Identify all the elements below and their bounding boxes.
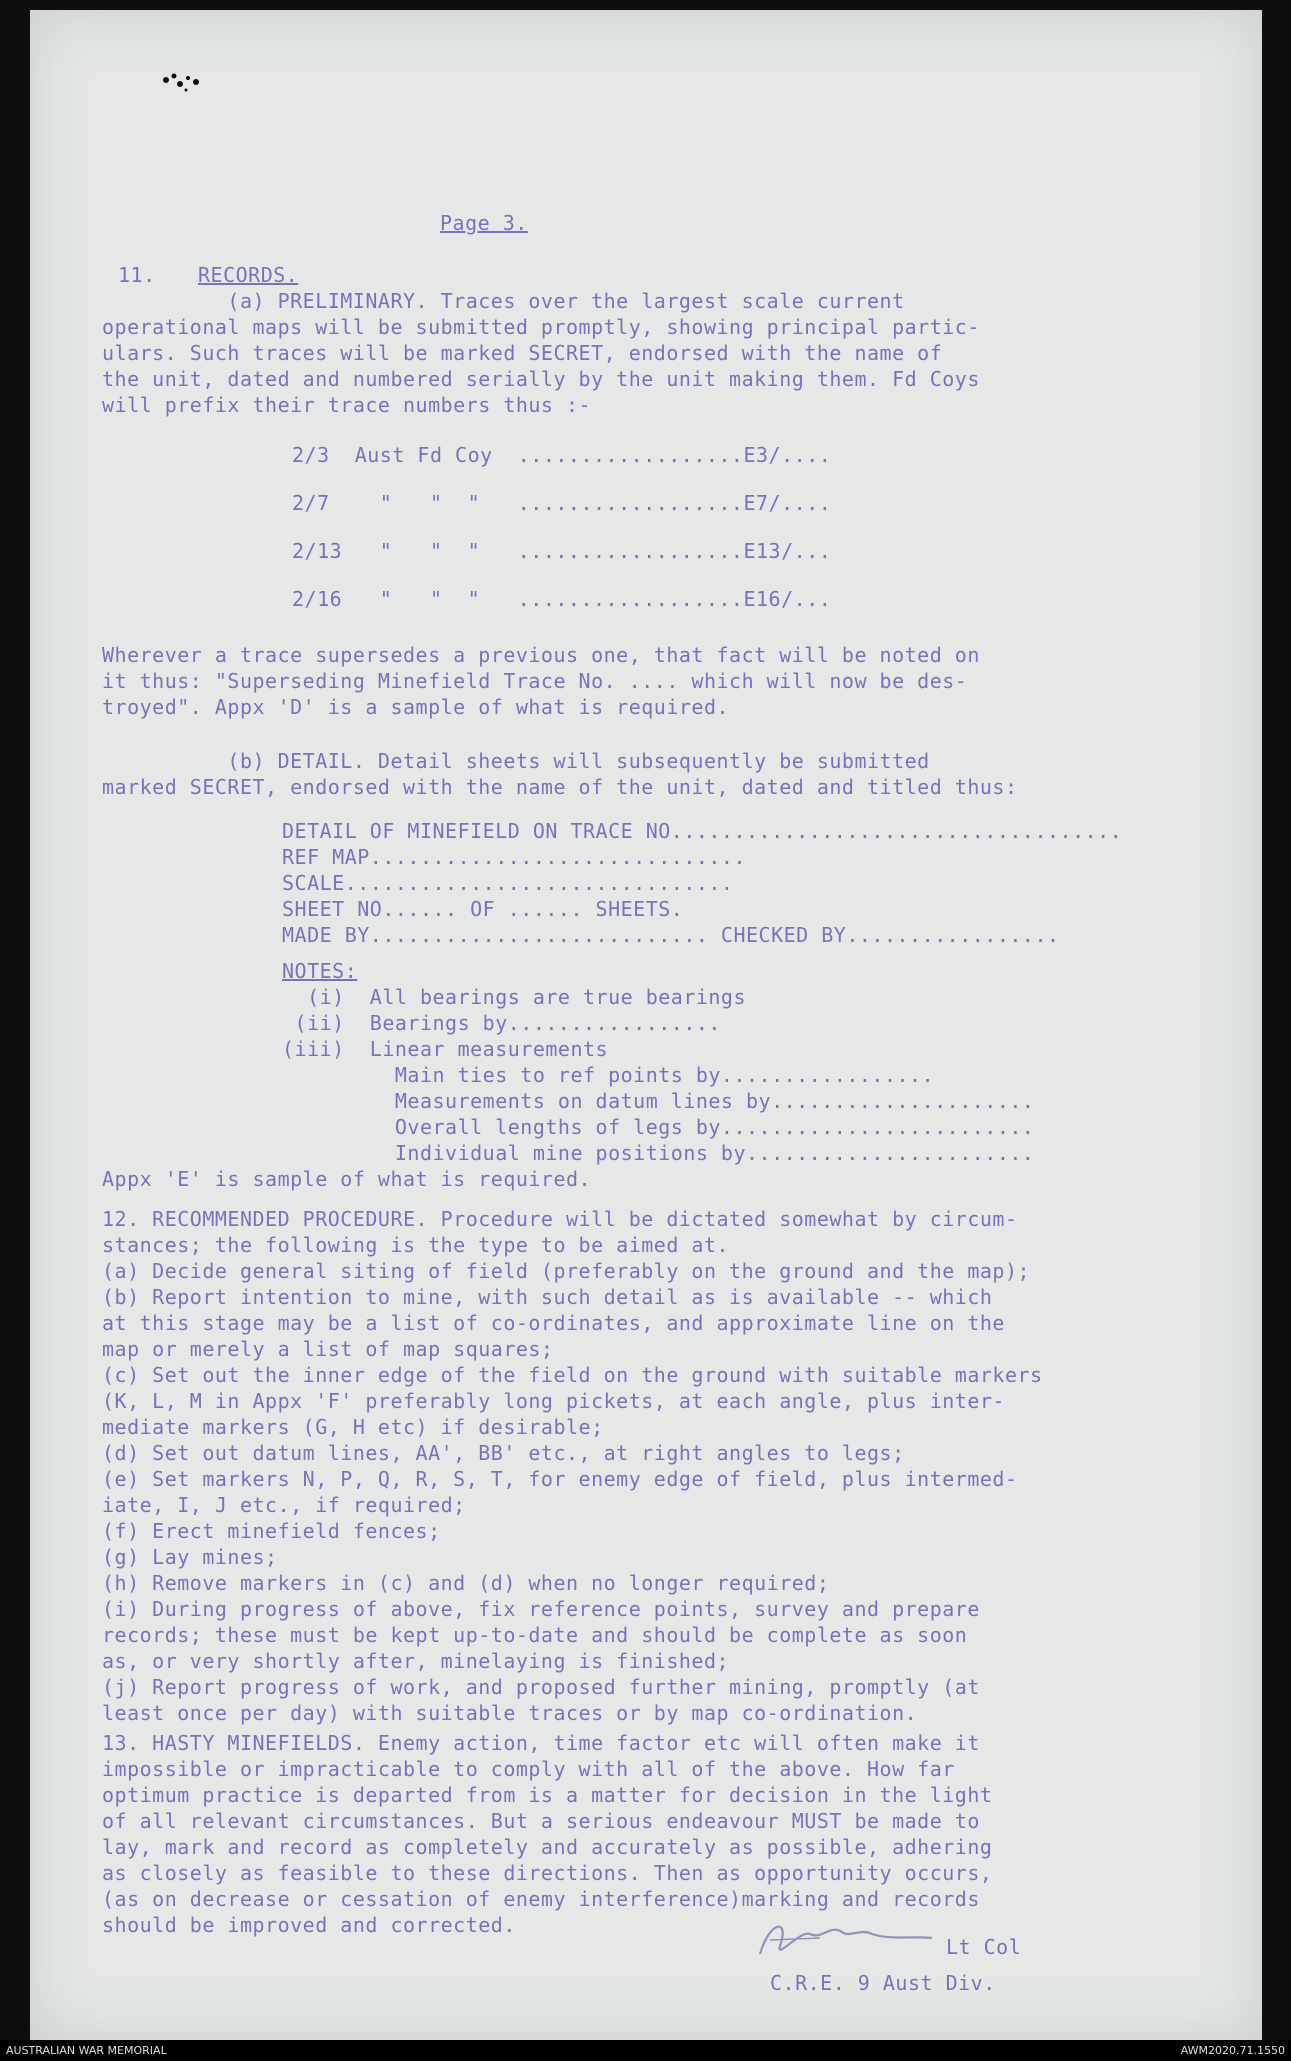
ink-mark [160,70,208,96]
form-line: REF MAP.............................. [282,845,747,869]
note-line: Main ties to ref points by................. [282,1063,935,1087]
text-line: iate, I, J etc., if required; [102,1493,466,1517]
text-line: (a) Decide general siting of field (preferably on the ground and the map); [102,1259,1031,1283]
note-line: Individual mine positions by....................... [282,1141,1035,1165]
text-line: lay, mark and record as completely and accurately as possible, adhering [102,1835,993,1859]
section-11-para-b [102,748,1018,800]
text-line: as, or very shortly after, minelaying is finished; [102,1649,730,1673]
text-line: Wherever a trace supersedes a previous one, that fact will be noted on [102,643,980,667]
note-line: (ii) Bearings by................. [282,1011,721,1035]
text-line: 12. RECOMMENDED PROCEDURE. Procedure will be dictated somewhat by circum- [102,1207,1018,1231]
notes-label: NOTES: [282,959,358,983]
text-line: as closely as feasible to these directions. Then as opportunity occurs, [102,1861,993,1885]
text-line: (c) Set out the inner edge of the field on the ground with suitable markers [102,1363,1043,1387]
text-line: (b) DETAIL. Detail sheets will subsequently be submitted [102,749,930,773]
form-line: MADE BY........................... CHECKED BY................. [282,923,1060,947]
trace-number-list [292,442,831,612]
text-line: will prefix their trace numbers thus :- [102,393,592,417]
trace-row: 2/7 " " " ..................E7/.... [292,491,832,515]
text-line: it thus: "Superseding Minefield Trace No. .... which will now be des- [102,669,968,693]
section-13-hasty-minefields [102,1730,992,1938]
form-line: SHEET NO...... OF ...... SHEETS. [282,897,684,921]
text-line: (f) Erect minefield fences; [102,1519,441,1543]
text-line: (h) Remove markers in (c) and (d) when no longer required; [102,1571,830,1595]
text-line: at this stage may be a list of co-ordinates, and approximate line on the [102,1311,1005,1335]
handwritten-signature [750,1910,940,1970]
section-11-title: RECORDS. [198,263,299,287]
text-line: (d) Set out datum lines, AA', BB' etc., at right angles to legs; [102,1441,905,1465]
note-line: Measurements on datum lines by..................... [282,1089,1035,1113]
text-line: of all relevant circumstances. But a serious endeavour MUST be made to [102,1809,980,1833]
text-line: the unit, dated and numbered serially by the unit making them. Fd Coys [102,367,980,391]
detail-sheet-form [282,818,1122,948]
text-line: (j) Report progress of work, and proposed further mining, promptly (at [102,1675,980,1699]
archive-name: AUSTRALIAN WAR MEMORIAL [6,2044,167,2057]
trace-row: 2/16 " " " ..................E16/... [292,587,832,611]
text-line: 13. HASTY MINEFIELDS. Enemy action, time factor etc will often make it [102,1731,980,1755]
text-line: optimum practice is departed from is a matter for decision in the light [102,1783,993,1807]
text-line: (as on decrease or cessation of enemy interference)marking and records [102,1887,980,1911]
form-line: DETAIL OF MINEFIELD ON TRACE NO.................................... [282,819,1123,843]
page-heading: Page 3. [440,211,528,235]
text-line: (K, L, M in Appx 'F' preferably long pickets, at each angle, plus inter- [102,1389,1005,1413]
text-line: ulars. Such traces will be marked SECRET, endorsed with the name of [102,341,943,365]
section-11-para-a [102,288,980,418]
text-line: stances; the following is the type to be aimed at. [102,1233,730,1257]
text-line: map or merely a list of map squares; [102,1337,554,1361]
document-sheet [30,10,1262,2040]
appx-e-note: Appx 'E' is sample of what is required. [102,1167,592,1191]
text-line: operational maps will be submitted promptly, showing principal partic- [102,315,980,339]
signature-rank: Lt Col [946,1935,1022,1959]
text-line: should be improved and corrected. [102,1913,516,1937]
note-line: (iii) Linear measurements [282,1037,609,1061]
note-line: Overall lengths of legs by......................... [282,1115,1035,1139]
text-line: least once per day) with suitable traces or by map co-ordination. [102,1701,918,1725]
archive-reference: AWM2020.71.1550 [1180,2044,1285,2057]
text-line: (e) Set markers N, P, Q, R, S, T, for enemy edge of field, plus intermed- [102,1467,1018,1491]
text-line: marked SECRET, endorsed with the name of the unit, dated and titled thus: [102,775,1018,799]
archive-footer [0,2040,1291,2061]
text-line: (i) During progress of above, fix reference points, survey and prepare [102,1597,980,1621]
text-line: troyed". Appx 'D' is a sample of what is required. [102,695,730,719]
notes-list [282,984,1034,1166]
trace-row: 2/13 " " " ..................E13/... [292,539,832,563]
text-line: mediate markers (G, H etc) if desirable; [102,1415,604,1439]
text-line: records; these must be kept up-to-date and should be complete as soon [102,1623,968,1647]
text-line: (g) Lay mines; [102,1545,278,1569]
text-line: impossible or impracticable to comply with all of the above. How far [102,1757,955,1781]
text-line: (a) PRELIMINARY. Traces over the largest scale current [102,289,905,313]
section-11-number: 11. [118,263,156,287]
form-line: SCALE............................... [282,871,734,895]
trace-row: 2/3 Aust Fd Coy ..................E3/.... [292,443,832,467]
note-line: (i) All bearings are true bearings [282,985,747,1009]
section-11-supersede-para [102,642,980,720]
signature-title: C.R.E. 9 Aust Div. [770,1971,996,1995]
text-line: (b) Report intention to mine, with such detail as is available -- which [102,1285,993,1309]
section-12-procedure [102,1206,1043,1726]
